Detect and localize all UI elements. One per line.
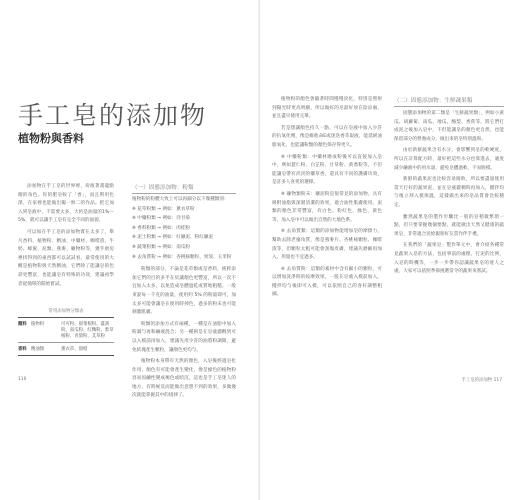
list-item: ※ 蔬菜粉類 → 例如：南瓜粉 xyxy=(132,244,191,250)
paragraph: 在我們的「蔬果皂」製作單元中，會介紹各種常見蔬果入皂的方法，包括事前的處理、打泥的比例、入皂的時機等，一步一步帶你認識蔬果皂的迷人之處，大家可以依照季節挑選當令的蔬果來嘗試。 xyxy=(394,243,504,275)
section-title-powders: （一）固態添加物：粉類 xyxy=(132,183,236,194)
right-page-column-1 xyxy=(272,96,382,303)
left-page-column-2 xyxy=(132,196,236,404)
right-page xyxy=(260,0,520,500)
list-item: ※ 花草粉類 → 例如：薰衣草粉 xyxy=(132,206,195,212)
paragraph: 添加物在手工皂的世界裡，扮演著畫龍點睛的角色。你的肥皂較了「香」，而且利用色澤，在家裡也能做出獨一無二的作品。把它加入到皂液中，不需要太多，大約是油量的1%～5%，就可以讓手工皂有完全不同的面貌。 xyxy=(18,184,114,224)
paragraph: ※ 去角質類：這類的添加物能增加皂的摩擦力，幫助去除老廢角質，像是燕麥片、杏桃核顆粒、咖啡渣等，但顆粒太粗可能會刮傷皮膚，建議先磨細再加入，用量也不宜過多。 xyxy=(272,229,382,261)
paragraph: 由於新鮮蔬果含有水分，會影響到皂的軟硬度，所以在計算配方時，最好把這些水分也算進去，適度減少鹼液中的用水量，避免皂體過軟、不易脫模。 xyxy=(394,148,504,171)
page-number-right: 117 xyxy=(493,378,502,383)
paragraph: ※ 礦物類粉末：礦泥粉是很常見的添加物，具有吸附油脂與深層清潔的效果，適合油性肌膚使用。泥類的顏色非常豐富，有白色、粉紅色、綠色、黃色等，加入皂中可以做出自然的大地色系。 xyxy=(272,191,382,223)
paragraph: 新鮮的蔬果泥也比較容易腐敗，所以要盡量使用當天打好的蔬果泥，並在皂液濃稠時再加入，攪拌均勻後立刻入模保溫，這樣做出來的皂品質會比較穩定。 xyxy=(394,177,504,208)
table-bottom-rule xyxy=(18,355,114,356)
list-item: ※ 中藥粉類 → 例如：洋甘菊 xyxy=(132,216,191,222)
section-title-fresh-produce: （二）固態添加物：生鮮蔬果類 xyxy=(394,96,504,107)
right-page-column-2 xyxy=(394,110,504,280)
chapter-subtitle: 植物粉與香料 xyxy=(18,132,84,145)
paragraph: 植物粉的顏色會隨著時間慢慢淡化，特別是照射到陽光時更為明顯，所以做好的皂最好放在陰涼處，並且盡早使用完畢。 xyxy=(272,97,382,120)
table-row-items: 薰衣草、甜橙 xyxy=(61,347,88,352)
paragraph: 粉類的添加方式有兩種，一種是在油脂中加入粉調勻再和鹼液混合；另一種則是在皂液濃稠到可以入模前再加入，建議先用少許的油將粉調開，避免結塊產生顆粒，讓顏色更均勻。 xyxy=(132,321,236,353)
list-intro: 植物粉的粉體大致上可以再細分以下幾種類別： xyxy=(132,197,229,202)
paragraph: ※ 中藥粉類：中藥材磨成粉後可以直接加入皂中，例如薏仁粉、白芷粉、甘草粉、黃耆粉等，不但能讓皂帶有淡淡的藥草香，還具有不同的護膚功效，是許多人喜愛的選擇。 xyxy=(272,154,382,186)
paragraph: 粉類的部分，不論是花草類或是香料，純粹添加它們的目的多半在於讓顏色更豐富，所以一次不宜加入太多，以免造成皂體過乾或質地粗糙。一般來說每一千克的油量，使用約 5% 的粉量即可，加太多可能會讓皂在使用時掉色，過多的粉末也可能刺激肌膚。 xyxy=(132,267,236,316)
additive-table xyxy=(18,308,114,356)
running-header: 手工皂的添加物 xyxy=(461,378,493,383)
page-footer-right xyxy=(461,377,502,383)
table-row-items: 可可粉、甜菜根粉、薑黃粉、南瓜粉、紅麴粉、紫草根粉、青黛粉、艾草粉 xyxy=(61,322,114,339)
list-item: ※ 去角質粉 → 例如：杏桃核顆粒、果殼、玉米粉 xyxy=(132,254,232,260)
paragraph: 可以加在手工皂的添加物實在太多了，舉凡香料、植物粉、精油、中藥材、咖啡渣、牛奶、蜂蜜、泥類、燕麥、礦物粉等，幾乎廚房裡找得到的東西都可以試試看。最常使用的大概是植物粉與天然精油，它們除了能讓皂的色彩更豐富，也能讓皂有特殊的功效，建議初學者從簡單的開始嘗試。 xyxy=(18,229,114,287)
table-row-key: 香料 xyxy=(18,347,27,352)
left-page-column-1 xyxy=(18,183,114,292)
paragraph: 雖然蔬果皂的製作步驟比一般的皂稍微繁瑣一點，但只要掌握幾個要點，就能做出天然又健康的蔬果皂，非常適合送給親朋好友當作伴手禮。 xyxy=(394,214,504,237)
paragraph: 若是想讓顏色持久一點，可以在皂液中加入少許的抗氧化劑，像是維他命E或迷迭香萃取液，能延緩油脂氧化，也能讓粉類的顏色保存得更久。 xyxy=(272,125,382,148)
table-row-key: 顏料 xyxy=(18,322,27,327)
chapter-title: 手工皂的添加物 xyxy=(18,101,208,130)
table-row xyxy=(18,343,114,355)
table-row-type: 植物粉 xyxy=(31,322,45,327)
paragraph: 固態添加物的第二類是「生鮮蔬果類」，例如小黃瓜、胡蘿蔔、南瓜、地瓜、酪梨、香蕉等，將它們打成泥之後加入皂中，不但能讓皂的顏色更自然，也能保留部分的營養成分，做出來的皂特別溫和。 xyxy=(394,111,504,142)
paragraph: ※ 去角質粉：這類的素材中含有細小的顆粒，可以增加洗淨時的按摩效果，一般在皂液入模前加入，攪拌均勻後即可入模，可以依照自己的喜好調整粗細。 xyxy=(272,266,382,298)
table-row-type: 精油類 xyxy=(31,347,45,352)
page-number-left: 116 xyxy=(18,377,27,382)
list-item: ※ 泥土粉類 → 例如：紅礦泥、粉紅礦泥 xyxy=(132,235,213,241)
paragraph: 植物粉本身帶有天然的顏色，入皂後經過皂化作用，顏色有可能會產生變化，像是綠色的植物粉容易因鹼性變成褐色或暗沉，這也是手工皂迷人的地方，有時候反而能做出意想不到的效果，多做幾次就能掌握其中的規律了。 xyxy=(132,359,236,399)
table-caption: 常用添加物分類表 xyxy=(48,309,84,314)
list-item: ※ 香料粉類 → 例如：肉桂粉 xyxy=(132,225,191,231)
table-row xyxy=(18,318,114,342)
